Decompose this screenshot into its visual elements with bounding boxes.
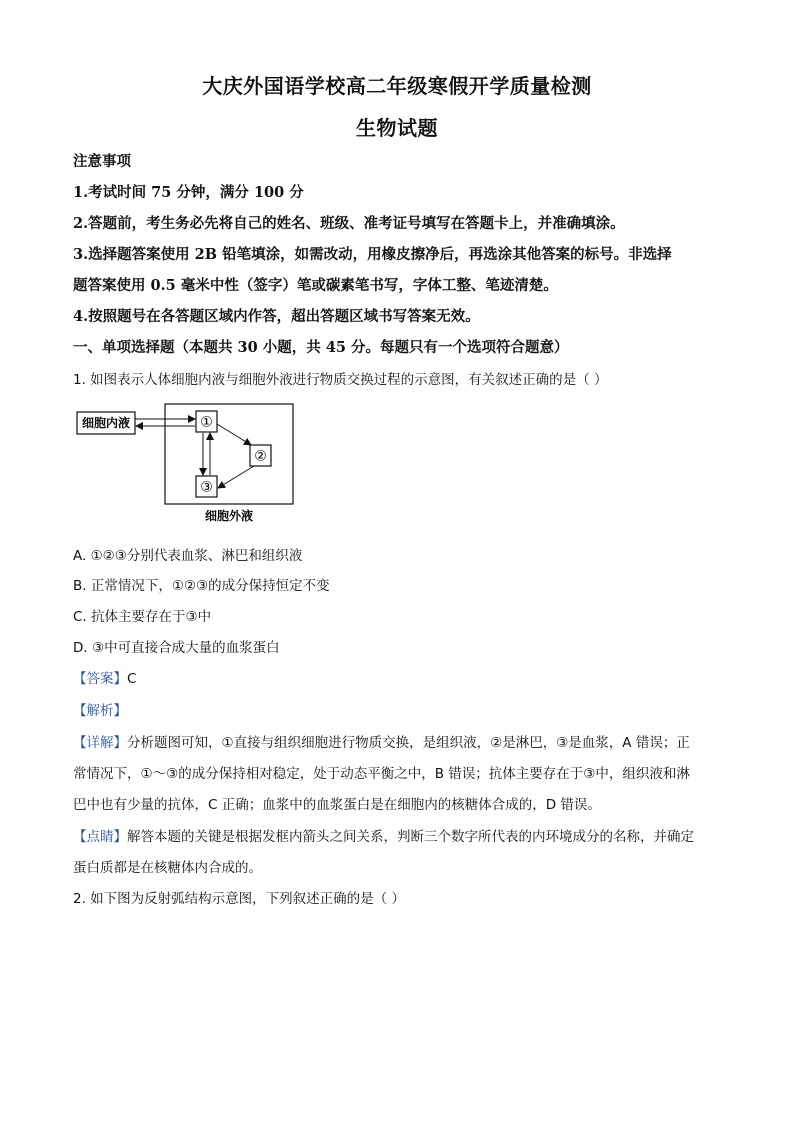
detail-line: 常情况下，①～③的成分保持相对稳定，处于动态平衡之中，B 错误；抗体主要存在于③中，组织液和淋 — [73, 766, 690, 782]
notes-heading: 注意事项 — [73, 153, 131, 170]
detail-label: 【详解】 — [73, 735, 127, 751]
detail-line: 【详解】分析题图可知，①直接与组织细胞进行物质交换，是组织液，②是淋巴，③是血浆，A 错误；正 — [73, 735, 690, 751]
node-1-label: ① — [200, 414, 213, 431]
arrow-1-to-2 — [217, 424, 251, 445]
answer-line — [73, 668, 733, 690]
option-a: A. ①②③分别代表血浆、淋巴和组织液 — [73, 548, 303, 564]
option-b: B. 正常情况下，①②③的成分保持恒定不变 — [73, 578, 330, 594]
option-d: D. ③中可直接合成大量的血浆蛋白 — [73, 640, 280, 656]
note-item: 3.选择题答案使用 2B 铅笔填涂，如需改动，用橡皮擦净后，再选涂其他答案的标号。非选择 — [73, 246, 672, 263]
analysis-label: 【解析】 — [73, 703, 127, 719]
extracellular-label: 细胞外液 — [204, 509, 254, 523]
node-2-label: ② — [254, 448, 267, 465]
body-fluid-diagram — [73, 400, 303, 525]
node-3-label: ③ — [200, 479, 213, 496]
note-item: 2.答题前，考生务必先将自己的姓名、班级、准考证号填写在答题卡上，并准确填涂。 — [73, 215, 625, 232]
note-item: 4.按照题号在各答题区域内作答，超出答题区域书写答案无效。 — [73, 308, 480, 325]
arrow-2-to-3 — [218, 466, 254, 488]
question-1-stem: 1. 如图表示人体细胞内液与细胞外液进行物质交换过程的示意图，有关叙述正确的是（ ） — [73, 372, 608, 388]
note-item: 题答案使用 0.5 毫米中性（签字）笔或碳素笔书写，字体工整、笔迹清楚。 — [73, 277, 558, 294]
tip-line: 【点睛】解答本题的关键是根据发框内箭头之间关系，判断三个数字所代表的内环境成分的名称，并确定 — [73, 829, 694, 845]
tip-line: 蛋白质都是在核糖体内合成的。 — [73, 860, 262, 876]
answer-label: 【答案】 — [73, 671, 127, 687]
analysis-line — [73, 700, 733, 722]
intracellular-label: 细胞内液 — [81, 416, 131, 430]
note-item: 1.考试时间 75 分钟，满分 100 分 — [73, 184, 304, 201]
section-heading: 一、单项选择题（本题共 30 小题，共 45 分。每题只有一个选项符合题意） — [73, 339, 569, 356]
tip-label: 【点睛】 — [73, 829, 127, 845]
answer-value: C — [127, 671, 137, 687]
exam-subtitle: 生物试题 — [356, 116, 438, 140]
question-2-stem: 2. 如下图为反射弧结构示意图，下列叙述正确的是（ ） — [73, 891, 405, 907]
detail-line: 巴中也有少量的抗体，C 正确；血浆中的血浆蛋白是在细胞内的核糖体合成的，D 错误。 — [73, 797, 601, 813]
option-c: C. 抗体主要存在于③中 — [73, 609, 212, 625]
exam-title: 大庆外国语学校高二年级寒假开学质量检测 — [202, 74, 592, 98]
